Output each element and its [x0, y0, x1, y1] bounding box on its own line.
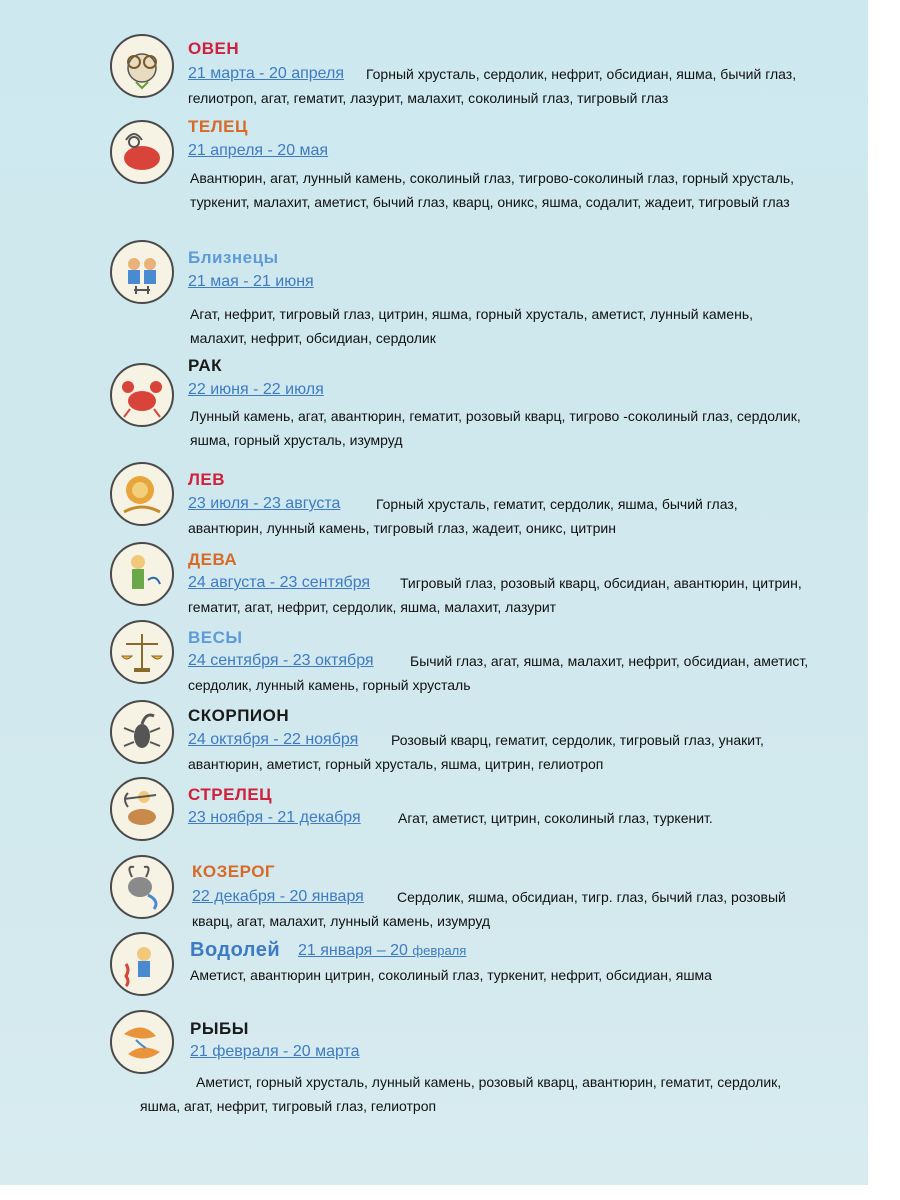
sign-stones: Горный хрусталь, сердолик, нефрит, обсидиан, яшма, бычий глаз, гелиотроп, агат, гематит, лазурит, малахит, соколиный глаз, тигровый глаз [188, 66, 797, 106]
sign-stones: Агат, аметист, цитрин, соколиный глаз, туркенит. [398, 810, 713, 826]
leo-icon [110, 462, 174, 526]
pisces-icon [110, 1010, 174, 1074]
sign-stones: Сердолик, яшма, обсидиан, тигр. глаз, бычий глаз, розовый кварц, агат, малахит, лунный камень, изумруд [192, 889, 786, 929]
taurus-icon [110, 120, 174, 184]
sign-stones: Аметист, авантюрин цитрин, соколиный глаз, туркенит, нефрит, обсидиан, яшма [190, 967, 712, 983]
libra-icon [110, 620, 174, 684]
sagittarius-icon [110, 777, 174, 841]
sign-name: ТЕЛЕЦ [188, 117, 248, 136]
dates-month: февраля [412, 943, 467, 958]
sign-stones: Бычий глаз, агат, яшма, малахит, нефрит, обсидиан, аметист, сердолик, лунный камень, горный хрусталь [188, 653, 809, 693]
sign-dates: 21 апреля - 20 мая [188, 142, 329, 159]
sign-dates: 22 июня - 22 июля [188, 381, 324, 398]
sign-dates: 22 декабря - 20 января [192, 888, 364, 905]
sign-name: ОВЕН [188, 39, 240, 58]
sign-stones: Аметист, горный хрусталь, лунный камень, розовый кварц, авантюрин, гематит, сердолик, яшма, агат, нефрит, тигровый глаз, гелиотроп [140, 1074, 782, 1114]
dates-main: 21 января – 20 [298, 942, 408, 959]
sign-dates: 23 июля - 23 августа [188, 495, 341, 512]
sign-name: СТРЕЛЕЦ [188, 785, 273, 804]
cancer-icon [110, 363, 174, 427]
aries-icon [110, 34, 174, 98]
sign-stones: Тигровый глаз, розовый кварц, обсидиан, авантюрин, цитрин, гематит, агат, нефрит, сердолик, яшма, малахит, лазурит [188, 575, 802, 615]
sign-stones: Агат, нефрит, тигровый глаз, цитрин, яшма, горный хрусталь, аметист, лунный камень, малахит, нефрит, обсидиан, сердолик [190, 306, 754, 346]
sign-dates: 23 ноября - 21 декабря [188, 809, 361, 826]
sign-stones: Лунный камень, агат, авантюрин, гематит, розовый кварц, тигрово -соколиный глаз, сердолик, яшма, горный хрусталь, изумруд [190, 408, 801, 448]
sign-dates: 21 мая - 21 июня [188, 273, 314, 290]
scorpio-icon [110, 700, 174, 764]
aquarius-icon [110, 932, 174, 996]
sign-name: ЛЕВ [188, 470, 226, 489]
sign-dates: 24 сентября - 23 октября [188, 652, 374, 669]
sign-dates: 21 марта - 20 апреля [188, 65, 345, 82]
sign-name: ВЕСЫ [188, 628, 243, 647]
sign-dates: 24 августа - 23 сентября [188, 574, 371, 591]
sign-name: Водолей [190, 939, 281, 961]
sign-stones: Розовый кварц, гематит, сердолик, тигровый глаз, унакит, авантюрин, аметист, горный хрусталь, яшма, цитрин, гелиотроп [188, 732, 764, 772]
sign-stones: Горный хрусталь, гематит, сердолик, яшма, бычий глаз, авантюрин, лунный камень, тигровый глаз, жадеит, оникс, цитрин [188, 496, 738, 536]
sign-stones: Авантюрин, агат, лунный камень, соколиный глаз, тигрово-соколиный глаз, горный хрусталь, туркенит, малахит, аметист, бычий глаз, кварц, оникс, яшма, содалит, жадеит, тигровый глаз [190, 170, 795, 210]
gemini-icon [110, 240, 174, 304]
sign-name: КОЗЕРОГ [192, 862, 276, 881]
sign-name: ДЕВА [188, 550, 238, 569]
sign-dates: 21 февраля - 20 марта [190, 1043, 360, 1060]
sign-name: СКОРПИОН [188, 706, 290, 725]
sign-name: РАК [188, 356, 222, 375]
virgo-icon [110, 542, 174, 606]
sign-dates [298, 942, 466, 960]
capricorn-icon [110, 855, 174, 919]
sign-name: РЫБЫ [190, 1019, 249, 1038]
sign-name: Близнецы [188, 248, 279, 267]
sign-dates: 24 октября - 22 ноября [188, 731, 359, 748]
